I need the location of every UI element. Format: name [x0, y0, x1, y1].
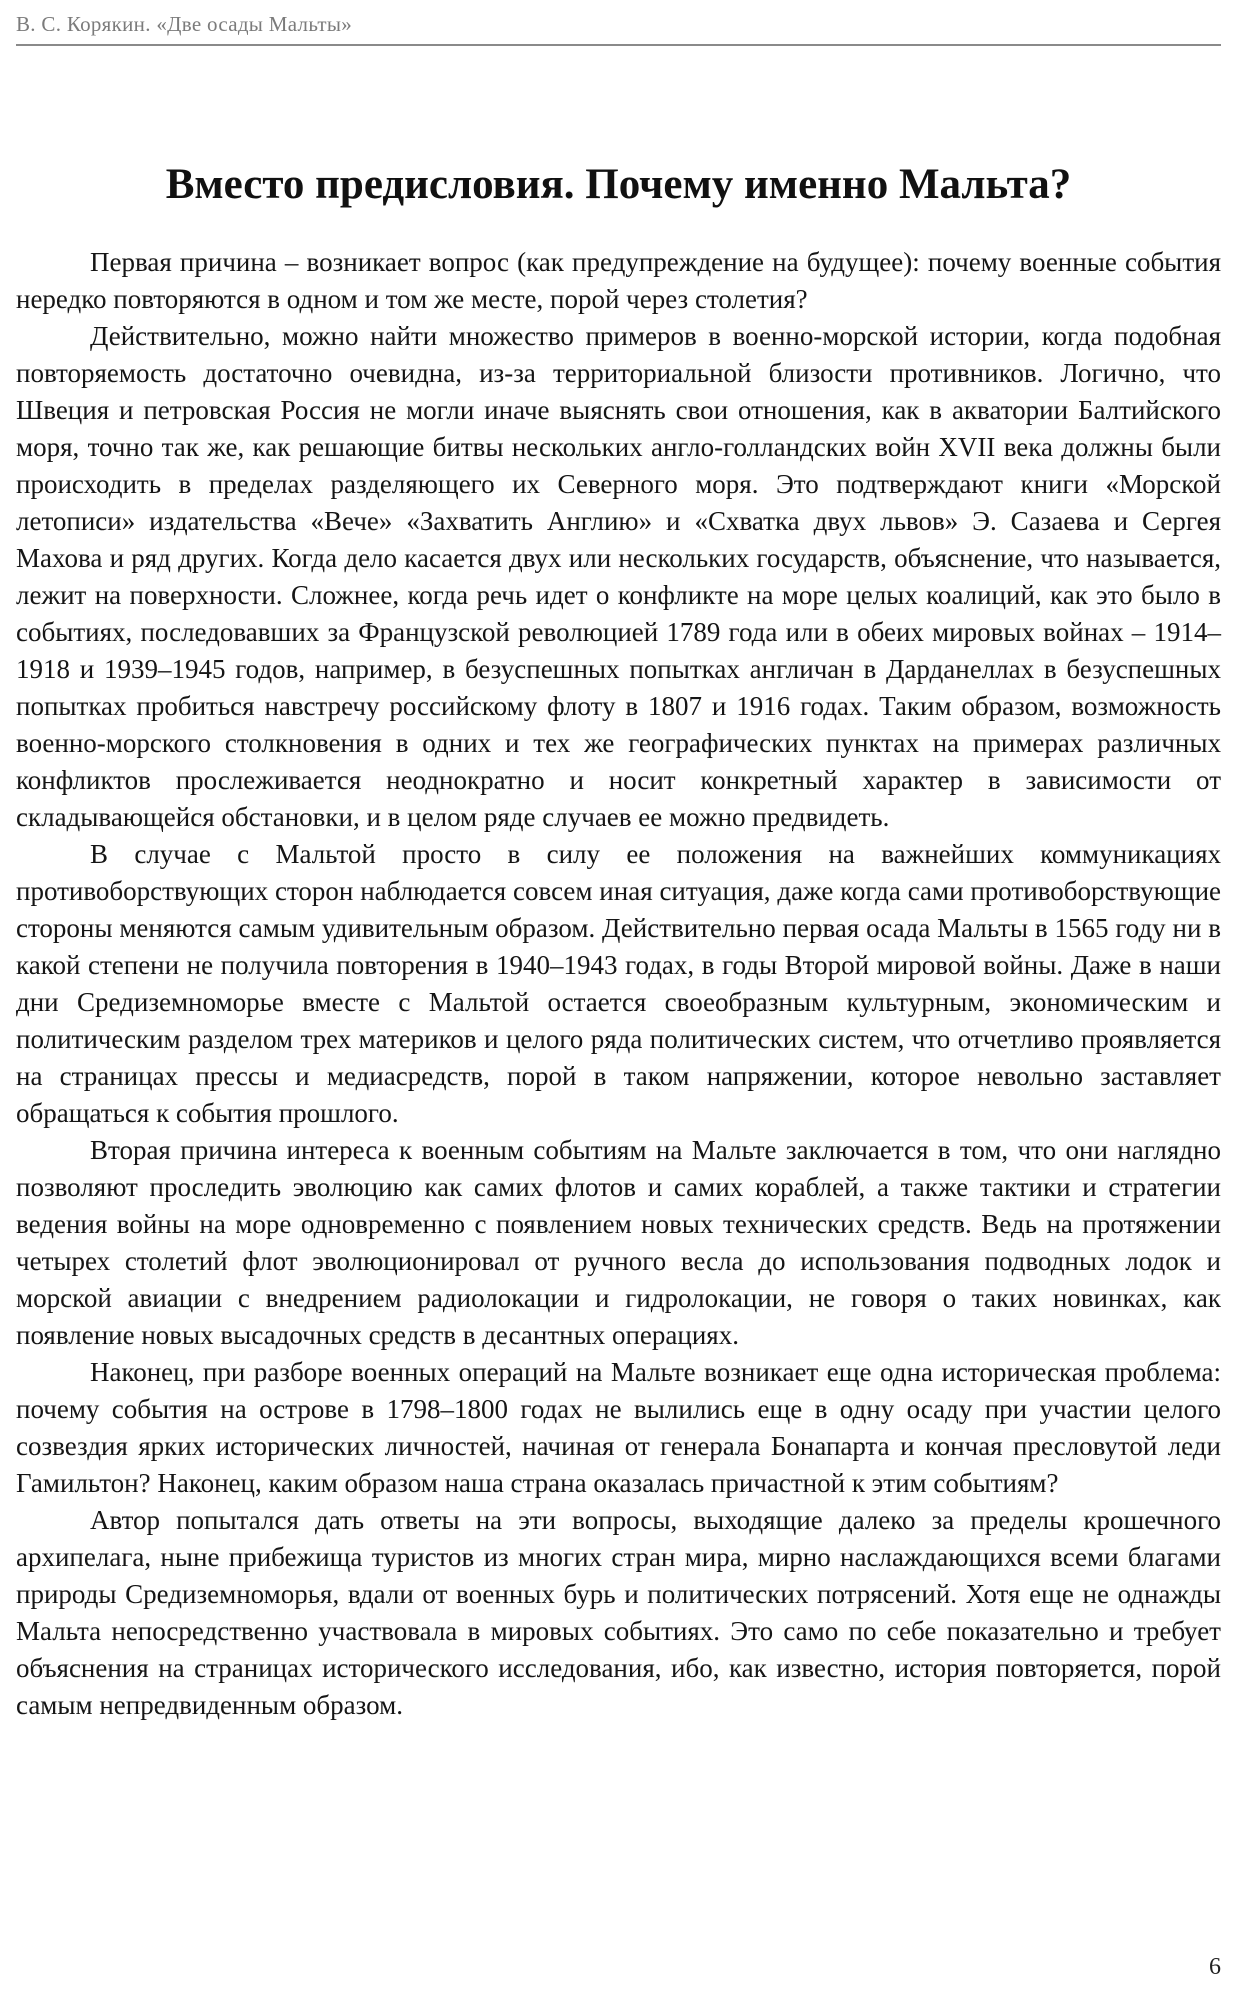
paragraph-6: Автор попытался дать ответы на эти вопросы, выходящие далеко за пределы крошечного архипелага, ныне прибежища туристов из многих стран мира, мирно наслаждающихся всеми благами природы Средиземноморья, вдали от военных бурь и политических потрясений. Хотя еще не однажды Мальта непосредственно участвовала в мировых событиях. Это само по себе показательно и требует объяснения на страницах исторического исследования, ибо, как известно, история повторяется, порой самым непредвиденным образом.	[16, 1505, 1221, 1720]
paragraph-5: Наконец, при разборе военных операций на Мальте возникает еще одна историческая проблема: почему события на острове в 1798–1800 годах не вылились еще в одну осаду при участии целого созвездия ярких исторических личностей, начиная от генерала Бонапарта и кончая пресловутой леди Гамильтон? Наконец, каким образом наша страна оказалась причастной к этим событиям?	[16, 1357, 1221, 1498]
page-title: Вместо предисловия. Почему именно Мальта?	[165, 161, 1072, 208]
paragraph-4: Вторая причина интереса к военным событиям на Мальте заключается в том, что они наглядно позволяют проследить эволюцию как самих флотов и самих кораблей, а также тактики и стратегии ведения войны на море одновременно с появлением новых технических средств. Ведь на протяжении четырех столетий флот эволюционировал от ручного весла до использования подводных лодок и морской авиации с внедрением радиолокации и гидролокации, не говоря о таких новинках, как появление новых высадочных средств в десантных операциях.	[16, 1135, 1221, 1350]
running-title: В. С. Корякин. «Две осады Мальты»	[16, 12, 353, 36]
paragraph-1: Первая причина – возникает вопрос (как предупреждение на будущее): почему военные события нередко повторяются в одном и том же месте, порой через столетия?	[16, 247, 1221, 314]
body-text	[16, 244, 1221, 1724]
paragraph-2: Действительно, можно найти множество примеров в военно-морской истории, когда подобная повторяемость достаточно очевидна, из-за территориальной близости противников. Логично, что Швеция и петровская Россия не могли иначе выяснять свои отношения, как в акватории Балтийского моря, точно так же, как решающие битвы нескольких англо-голландских войн XVII века должны были происходить в пределах разделяющего их Северного моря. Это подтверждают книги «Морской летописи» издательства «Вече» «Захватить Англию» и «Схватка двух львов» Э. Сазаева и Сергея Махова и ряд других. Когда дело касается двух или нескольких государств, объяснение, что называется, лежит на поверхности. Сложнее, когда речь идет о конфликте на море целых коалиций, как это было в событиях, последовавших за Французской революцией 1789 года или в обеих мировых войнах – 1914–1918 и 1939–1945 годов, например, в безуспешных попытках англичан в Дарданеллах в безуспешных попытках пробиться навстречу российскому флоту в 1807 и 1916 годах. Таким образом, возможность военно-морского столкновения в одних и тех же географических пунктах на примерах различных конфликтов прослеживается неоднократно и носит конкретный характер в зависимости от складывающейся обстановки, и в целом ряде случаев ее можно предвидеть.	[16, 321, 1221, 832]
page-number: 6	[1209, 1954, 1221, 1980]
running-header	[16, 10, 1221, 46]
paragraph-3: В случае с Мальтой просто в силу ее положения на важнейших коммуникациях противоборствующих сторон наблюдается совсем иная ситуация, даже когда сами противоборствующие стороны меняются самым удивительным образом. Действительно первая осада Мальты в 1565 году ни в какой степени не получила повторения в 1940–1943 годах, в годы Второй мировой войны. Даже в наши дни Средиземноморье вместе с Мальтой остается своеобразным культурным, экономическим и политическим разделом трех материков и целого ряда политических систем, что отчетливо проявляется на страницах прессы и медиасредств, порой в таком напряжении, которое невольно заставляет обращаться к события прошлого.	[16, 839, 1221, 1128]
